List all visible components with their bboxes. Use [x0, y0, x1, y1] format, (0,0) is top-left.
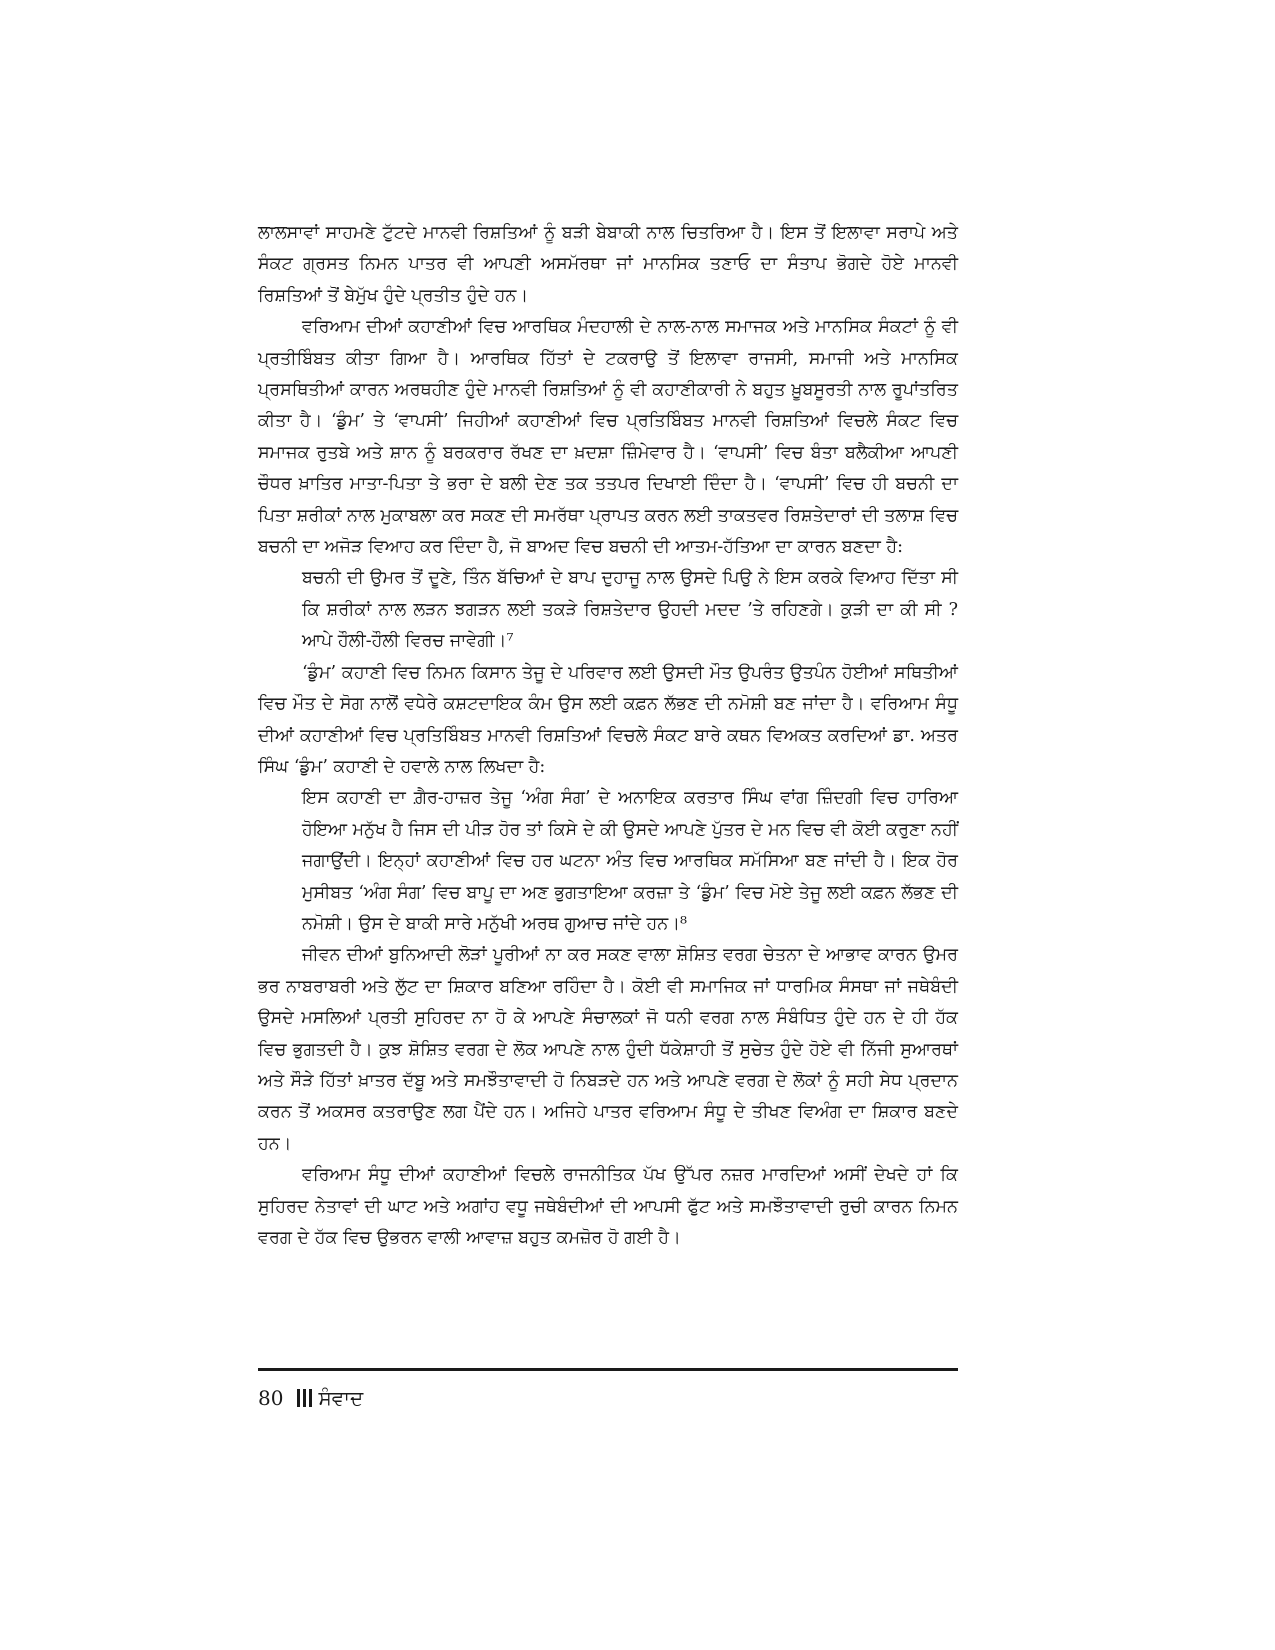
body-text [258, 218, 958, 1254]
page-number: 80 [258, 1386, 284, 1410]
footer-divider [258, 1368, 958, 1371]
block-quote: ਇਸ ਕਹਾਣੀ ਦਾ ਗ਼ੈਰ-ਹਾਜ਼ਰ ਤੇਜੂ ‘ਅੰਗ ਸੰਗ’ ਦੇ ਅਨਾਇਕ ਕਰਤਾਰ ਸਿੰਘ ਵਾਂਗ ਜ਼ਿੰਦਗੀ ਵਿਚ ਹਾਰਿਆ ਹੋਇਆ ਮਨੁੱਖ ਹੈ ਜਿਸ ਦੀ ਪੀੜ ਹੋਰ ਤਾਂ ਕਿਸੇ ਦੇ ਕੀ ਉਸਦੇ ਆਪਣੇ ਪੁੱਤਰ ਦੇ ਮਨ ਵਿਚ ਵੀ ਕੋਈ ਕਰੁਣਾ ਨਹੀਂ ਜਗਾਉਂਦੀ। ਇਨ੍ਹਾਂ ਕਹਾਣੀਆਂ ਵਿਚ ਹਰ ਘਟਨਾ ਅੰਤ ਵਿਚ ਆਰਥਿਕ ਸਮੱਸਿਆ ਬਣ ਜਾਂਦੀ ਹੈ। ਇਕ ਹੋਰ ਮੁਸੀਬਤ ‘ਅੰਗ ਸੰਗ’ ਵਿਚ ਬਾਪੂ ਦਾ ਅਣ ਭੁਗਤਾਇਆ ਕਰਜ਼ਾ ਤੇ ‘ਡੁੰਮ’ ਵਿਚ ਮੋਏ ਤੇਜੂ ਲਈ ਕਫ਼ਨ ਲੱਭਣ ਦੀ ਨਮੋਸ਼ੀ। ਉਸ ਦੇ ਬਾਕੀ ਸਾਰੇ ਮਨੁੱਖੀ ਅਰਥ ਗੁਆਚ ਜਾਂਦੇ ਹਨ।⁸ [302, 788, 958, 934]
triple-bar-icon [297, 1389, 312, 1407]
journal-title: ਸੰਵਾਦ [318, 1386, 364, 1410]
paragraph: ‘ਡੁੰਮ’ ਕਹਾਣੀ ਵਿਚ ਨਿਮਨ ਕਿਸਾਨ ਤੇਜੂ ਦੇ ਪਰਿਵਾਰ ਲਈ ਉਸਦੀ ਮੌਤ ਉਪਰੰਤ ਉਤਪੰਨ ਹੋਈਆਂ ਸਥਿਤੀਆਂ ਵਿਚ ਮੌਤ ਦੇ ਸੋਗ ਨਾਲੋਂ ਵਧੇਰੇ ਕਸ਼ਟਦਾਇਕ ਕੰਮ ਉਸ ਲਈ ਕਫ਼ਨ ਲੱਭਣ ਦੀ ਨਮੋਸ਼ੀ ਬਣ ਜਾਂਦਾ ਹੈ। ਵਰਿਆਮ ਸੰਧੂ ਦੀਆਂ ਕਹਾਣੀਆਂ ਵਿਚ ਪ੍ਰਤਿਬਿੰਬਤ ਮਾਨਵੀ ਰਿਸ਼ਤਿਆਂ ਵਿਚਲੇ ਸੰਕਟ ਬਾਰੇ ਕਥਨ ਵਿਅਕਤ ਕਰਦਿਆਂ ਡਾ. ਅਤਰ ਸਿੰਘ ‘ਡੁੰਮ’ ਕਹਾਣੀ ਦੇ ਹਵਾਲੇ ਨਾਲ ਲਿਖਦਾ ਹੈ: [258, 662, 958, 777]
paragraph: ਵਰਿਆਮ ਸੰਧੂ ਦੀਆਂ ਕਹਾਣੀਆਂ ਵਿਚਲੇ ਰਾਜਨੀਤਿਕ ਪੱਖ ਉੱਪਰ ਨਜ਼ਰ ਮਾਰਦਿਆਂ ਅਸੀਂ ਦੇਖਦੇ ਹਾਂ ਕਿ ਸੁਹਿਰਦ ਨੇਤਾਵਾਂ ਦੀ ਘਾਟ ਅਤੇ ਅਗਾਂਹ ਵਧੂ ਜਥੇਬੰਦੀਆਂ ਦੀ ਆਪਸੀ ਫੁੱਟ ਅਤੇ ਸਮਝੌਤਾਵਾਦੀ ਰੁਚੀ ਕਾਰਨ ਨਿਮਨ ਵਰਗ ਦੇ ਹੱਕ ਵਿਚ ਉਭਰਨ ਵਾਲੀ ਆਵਾਜ਼ ਬਹੁਤ ਕਮਜ਼ੋਰ ਹੋ ਗਈ ਹੈ। [258, 1165, 958, 1248]
paragraph-continued: ਲਾਲਸਾਵਾਂ ਸਾਹਮਣੇ ਟੁੱਟਦੇ ਮਾਨਵੀ ਰਿਸ਼ਤਿਆਂ ਨੂੰ ਬੜੀ ਬੇਬਾਕੀ ਨਾਲ ਚਿਤਰਿਆ ਹੈ। ਇਸ ਤੋਂ ਇਲਾਵਾ ਸਰਾਪੇ ਅਤੇ ਸੰਕਟ ਗ੍ਰਸਤ ਨਿਮਨ ਪਾਤਰ ਵੀ ਆਪਣੀ ਅਸਮੱਰਥਾ ਜਾਂ ਮਾਨਸਿਕ ਤਣਾਓ ਦਾ ਸੰਤਾਪ ਭੋਗਦੇ ਹੋਏ ਮਾਨਵੀ ਰਿਸ਼ਤਿਆਂ ਤੋਂ ਬੇਮੁੱਖ ਹੁੰਦੇ ਪ੍ਰਤੀਤ ਹੁੰਦੇ ਹਨ। [258, 223, 958, 306]
paragraph: ਵਰਿਆਮ ਦੀਆਂ ਕਹਾਣੀਆਂ ਵਿਚ ਆਰਥਿਕ ਮੰਦਹਾਲੀ ਦੇ ਨਾਲ-ਨਾਲ ਸਮਾਜਕ ਅਤੇ ਮਾਨਸਿਕ ਸੰਕਟਾਂ ਨੂੰ ਵੀ ਪ੍ਰਤੀਬਿੰਬਤ ਕੀਤਾ ਗਿਆ ਹੈ। ਆਰਥਿਕ ਹਿੱਤਾਂ ਦੇ ਟਕਰਾਉ ਤੋਂ ਇਲਾਵਾ ਰਾਜਸੀ, ਸਮਾਜੀ ਅਤੇ ਮਾਨਸਿਕ ਪ੍ਰਸਥਿਤੀਆਂ ਕਾਰਨ ਅਰਥਹੀਣ ਹੁੰਦੇ ਮਾਨਵੀ ਰਿਸ਼ਤਿਆਂ ਨੂੰ ਵੀ ਕਹਾਣੀਕਾਰੀ ਨੇ ਬਹੁਤ ਖ਼ੂਬਸੂਰਤੀ ਨਾਲ ਰੂਪਾਂਤਰਿਤ ਕੀਤਾ ਹੈ। ‘ਡੁੰਮ’ ਤੇ ‘ਵਾਪਸੀ’ ਜਿਹੀਆਂ ਕਹਾਣੀਆਂ ਵਿਚ ਪ੍ਰਤਿਬਿੰਬਤ ਮਾਨਵੀ ਰਿਸ਼ਤਿਆਂ ਵਿਚਲੇ ਸੰਕਟ ਵਿਚ ਸਮਾਜਕ ਰੁਤਬੇ ਅਤੇ ਸ਼ਾਨ ਨੂੰ ਬਰਕਰਾਰ ਰੱਖਣ ਦਾ ਖ਼ਦਸ਼ਾ ਜ਼ਿੰਮੇਵਾਰ ਹੈ। ‘ਵਾਪਸੀ’ ਵਿਚ ਬੰਤਾ ਬਲੈਕੀਆ ਆਪਣੀ ਚੌਧਰ ਖ਼ਾਤਿਰ ਮਾਤਾ-ਪਿਤਾ ਤੇ ਭਰਾ ਦੇ ਬਲੀ ਦੇਣ ਤਕ ਤਤਪਰ ਦਿਖਾਈ ਦਿੰਦਾ ਹੈ। ‘ਵਾਪਸੀ’ ਵਿਚ ਹੀ ਬਚਨੀ ਦਾ ਪਿਤਾ ਸ਼ਰੀਕਾਂ ਨਾਲ ਮੁਕਾਬਲਾ ਕਰ ਸਕਣ ਦੀ ਸਮਰੱਥਾ ਪ੍ਰਾਪਤ ਕਰਨ ਲਈ ਤਾਕਤਵਰ ਰਿਸ਼ਤੇਦਾਰਾਂ ਦੀ ਤਲਾਸ਼ ਵਿਚ ਬਚਨੀ ਦਾ ਅਜੋੜ ਵਿਆਹ ਕਰ ਦਿੰਦਾ ਹੈ, ਜੋ ਬਾਅਦ ਵਿਚ ਬਚਨੀ ਦੀ ਆਤਮ-ਹੱਤਿਆ ਦਾ ਕਾਰਨ ਬਣਦਾ ਹੈ: [258, 317, 958, 558]
page-footer [258, 1386, 363, 1410]
block-quote: ਬਚਨੀ ਦੀ ਉਮਰ ਤੋਂ ਦੂਣੇ, ਤਿੰਨ ਬੱਚਿਆਂ ਦੇ ਬਾਪ ਦੁਹਾਜੂ ਨਾਲ ਉਸਦੇ ਪਿਉ ਨੇ ਇਸ ਕਰਕੇ ਵਿਆਹ ਦਿੱਤਾ ਸੀ ਕਿ ਸ਼ਰੀਕਾਂ ਨਾਲ ਲੜਨ ਝਗੜਨ ਲਈ ਤਕੜੇ ਰਿਸ਼ਤੇਦਾਰ ਉਹਦੀ ਮਦਦ ’ਤੇ ਰਹਿਣਗੇ। ਕੁੜੀ ਦਾ ਕੀ ਸੀ ? ਆਪੇ ਹੌਲੀ-ਹੌਲੀ ਵਿਰਚ ਜਾਵੇਗੀ।⁷ [302, 568, 958, 652]
paragraph: ਜੀਵਨ ਦੀਆਂ ਬੁਨਿਆਦੀ ਲੋੜਾਂ ਪੂਰੀਆਂ ਨਾ ਕਰ ਸਕਣ ਵਾਲਾ ਸ਼ੋਸ਼ਿਤ ਵਰਗ ਚੇਤਨਾ ਦੇ ਆਭਾਵ ਕਾਰਨ ਉਮਰ ਭਰ ਨਾਬਰਾਬਰੀ ਅਤੇ ਲੁੱਟ ਦਾ ਸ਼ਿਕਾਰ ਬਣਿਆ ਰਹਿੰਦਾ ਹੈ। ਕੋਈ ਵੀ ਸਮਾਜਿਕ ਜਾਂ ਧਾਰਮਿਕ ਸੰਸਥਾ ਜਾਂ ਜਥੇਬੰਦੀ ਉਸਦੇ ਮਸਲਿਆਂ ਪ੍ਰਤੀ ਸੁਹਿਰਦ ਨਾ ਹੋ ਕੇ ਆਪਣੇ ਸੰਚਾਲਕਾਂ ਜੋ ਧਨੀ ਵਰਗ ਨਾਲ ਸੰਬੰਧਿਤ ਹੁੰਦੇ ਹਨ ਦੇ ਹੀ ਹੱਕ ਵਿਚ ਭੁਗਤਦੀ ਹੈ। ਕੁਝ ਸ਼ੋਸ਼ਿਤ ਵਰਗ ਦੇ ਲੋਕ ਆਪਣੇ ਨਾਲ ਹੁੰਦੀ ਧੱਕੇਸ਼ਾਹੀ ਤੋਂ ਸੁਚੇਤ ਹੁੰਦੇ ਹੋਏ ਵੀ ਨਿੱਜੀ ਸੁਆਰਥਾਂ ਅਤੇ ਸੌੜੇ ਹਿੱਤਾਂ ਖ਼ਾਤਰ ਦੱਬੂ ਅਤੇ ਸਮਝੌਤਾਵਾਦੀ ਹੋ ਨਿਬੜਦੇ ਹਨ ਅਤੇ ਆਪਣੇ ਵਰਗ ਦੇ ਲੋਕਾਂ ਨੂੰ ਸਹੀ ਸੇਧ ਪ੍ਰਦਾਨ ਕਰਨ ਤੋਂ ਅਕਸਰ ਕਤਰਾਉਣ ਲਗ ਪੈਂਦੇ ਹਨ। ਅਜਿਹੇ ਪਾਤਰ ਵਰਿਆਮ ਸੰਧੂ ਦੇ ਤੀਖਣ ਵਿਅੰਗ ਦਾ ਸ਼ਿਕਾਰ ਬਣਦੇ ਹਨ। [258, 945, 958, 1154]
